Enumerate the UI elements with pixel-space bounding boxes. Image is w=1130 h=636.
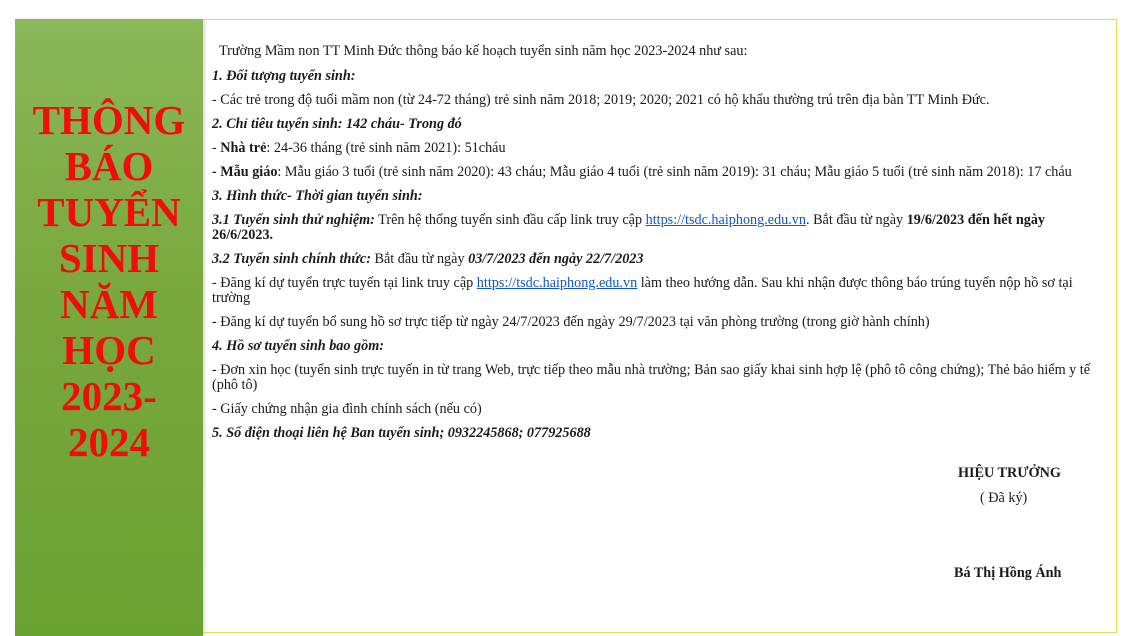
online-text-2: làm theo hướng dẫn. Sau khi nhận được thông báo trúng tuyển nộp hồ sơ tại trường <box>212 275 1073 306</box>
intro-text: Trường Mầm non TT Minh Đức thông báo kế hoạch tuyển sinh năm học 2023-2024 như sau: <box>219 43 748 59</box>
section-2-heading: 2. Chỉ tiêu tuyển sinh: 142 cháu- Trong đó <box>212 116 462 132</box>
official-line <box>212 252 1107 267</box>
trial-line <box>212 213 1107 243</box>
official-dates: 03/7/2023 đến ngày 22/7/2023 <box>468 251 644 267</box>
title-line: 2023- <box>61 373 157 419</box>
title-line: HỌC <box>62 327 156 373</box>
official-text: Bắt đầu từ ngày <box>370 251 469 267</box>
section-5-heading: 5. Số điện thoại liên hệ Ban tuyển sinh; 0932245868; 077925688 <box>212 425 591 441</box>
mau-giao-label: - Mẫu giáo <box>212 164 278 180</box>
trial-registration-link[interactable]: https://tsdc.haiphong.edu.vn <box>645 212 806 228</box>
official-label: 3.2 Tuyển sinh chính thức: <box>212 251 371 267</box>
documents-item-1: - Đơn xin học (tuyển sinh trực tuyến in từ trang Web, trực tiếp theo mẫu nhà trường; Bản sao giấy khai sinh hợp lệ (phô tô công chứng); Thẻ bảo hiểm y tế (phô tô) <box>212 362 1091 393</box>
principal-name: Bá Thị Hồng Ánh <box>954 565 1062 581</box>
title-line: BÁO <box>64 143 154 189</box>
direct-registration-line: - Đăng kí dự tuyển bổ sung hồ sơ trực tiếp từ ngày 24/7/2023 đến ngày 29/7/2023 tại văn phòng trường (trong giờ hành chính) <box>212 314 930 330</box>
nha-tre-line <box>212 141 1107 156</box>
title-line: TUYỂN <box>37 189 181 235</box>
title-line: 2024 <box>68 419 150 465</box>
section-3-heading: 3. Hình thức- Thời gian tuyển sinh: <box>212 188 423 204</box>
online-text: - Đăng kí dự tuyển trực tuyến tại link truy cập <box>212 275 477 291</box>
mau-giao-text: : Mẫu giáo 3 tuổi (trẻ sinh năm 2020): 43 cháu; Mẫu giáo 4 tuổi (trẻ sinh năm 2019): 31 cháu; Mẫu giáo 5 tuổi (trẻ sinh năm 2018): 17 cháu <box>277 164 1072 180</box>
signed-note: ( Đã ký) <box>980 490 1028 506</box>
online-registration-link[interactable]: https://tsdc.haiphong.edu.vn <box>476 275 638 291</box>
title-line: NĂM <box>60 281 158 327</box>
online-registration-line <box>212 276 1107 306</box>
trial-text-2: . Bắt đầu từ ngày <box>806 212 907 228</box>
nha-tre-text: : 24-36 tháng (trẻ sinh năm 2021): 51cháu <box>266 140 506 156</box>
trial-dates: 19/6/2023 đến hết ngày 26/6/2023. <box>212 212 1046 243</box>
title-line: THÔNG <box>32 97 186 143</box>
trial-label: 3.1 Tuyển sinh thử nghiệm: <box>212 212 375 228</box>
title-line: SINH <box>58 235 160 281</box>
principal-title: HIỆU TRƯỞNG <box>958 465 1061 481</box>
section-1-text: - Các trẻ trong độ tuổi mầm non (từ 24-72 tháng) trẻ sinh năm 2018; 2019; 2020; 2021 có hộ khẩu thường trú trên địa bàn TT Minh Đức. <box>212 92 990 108</box>
nha-tre-label: Nhà trẻ <box>220 140 267 156</box>
section-4-heading: 4. Hồ sơ tuyển sinh bao gồm: <box>212 338 384 354</box>
nha-tre-prefix: - <box>212 140 221 156</box>
announcement-title <box>15 97 203 465</box>
mau-giao-line <box>212 165 1107 180</box>
notice-body <box>212 44 1107 450</box>
title-panel <box>15 19 203 636</box>
trial-text: Trên hệ thống tuyển sinh đầu cấp link truy cập <box>374 212 646 228</box>
documents-item-2: - Giấy chứng nhận gia đình chính sách (nếu có) <box>212 401 482 417</box>
section-1-heading: 1. Đối tượng tuyển sinh: <box>212 68 356 84</box>
